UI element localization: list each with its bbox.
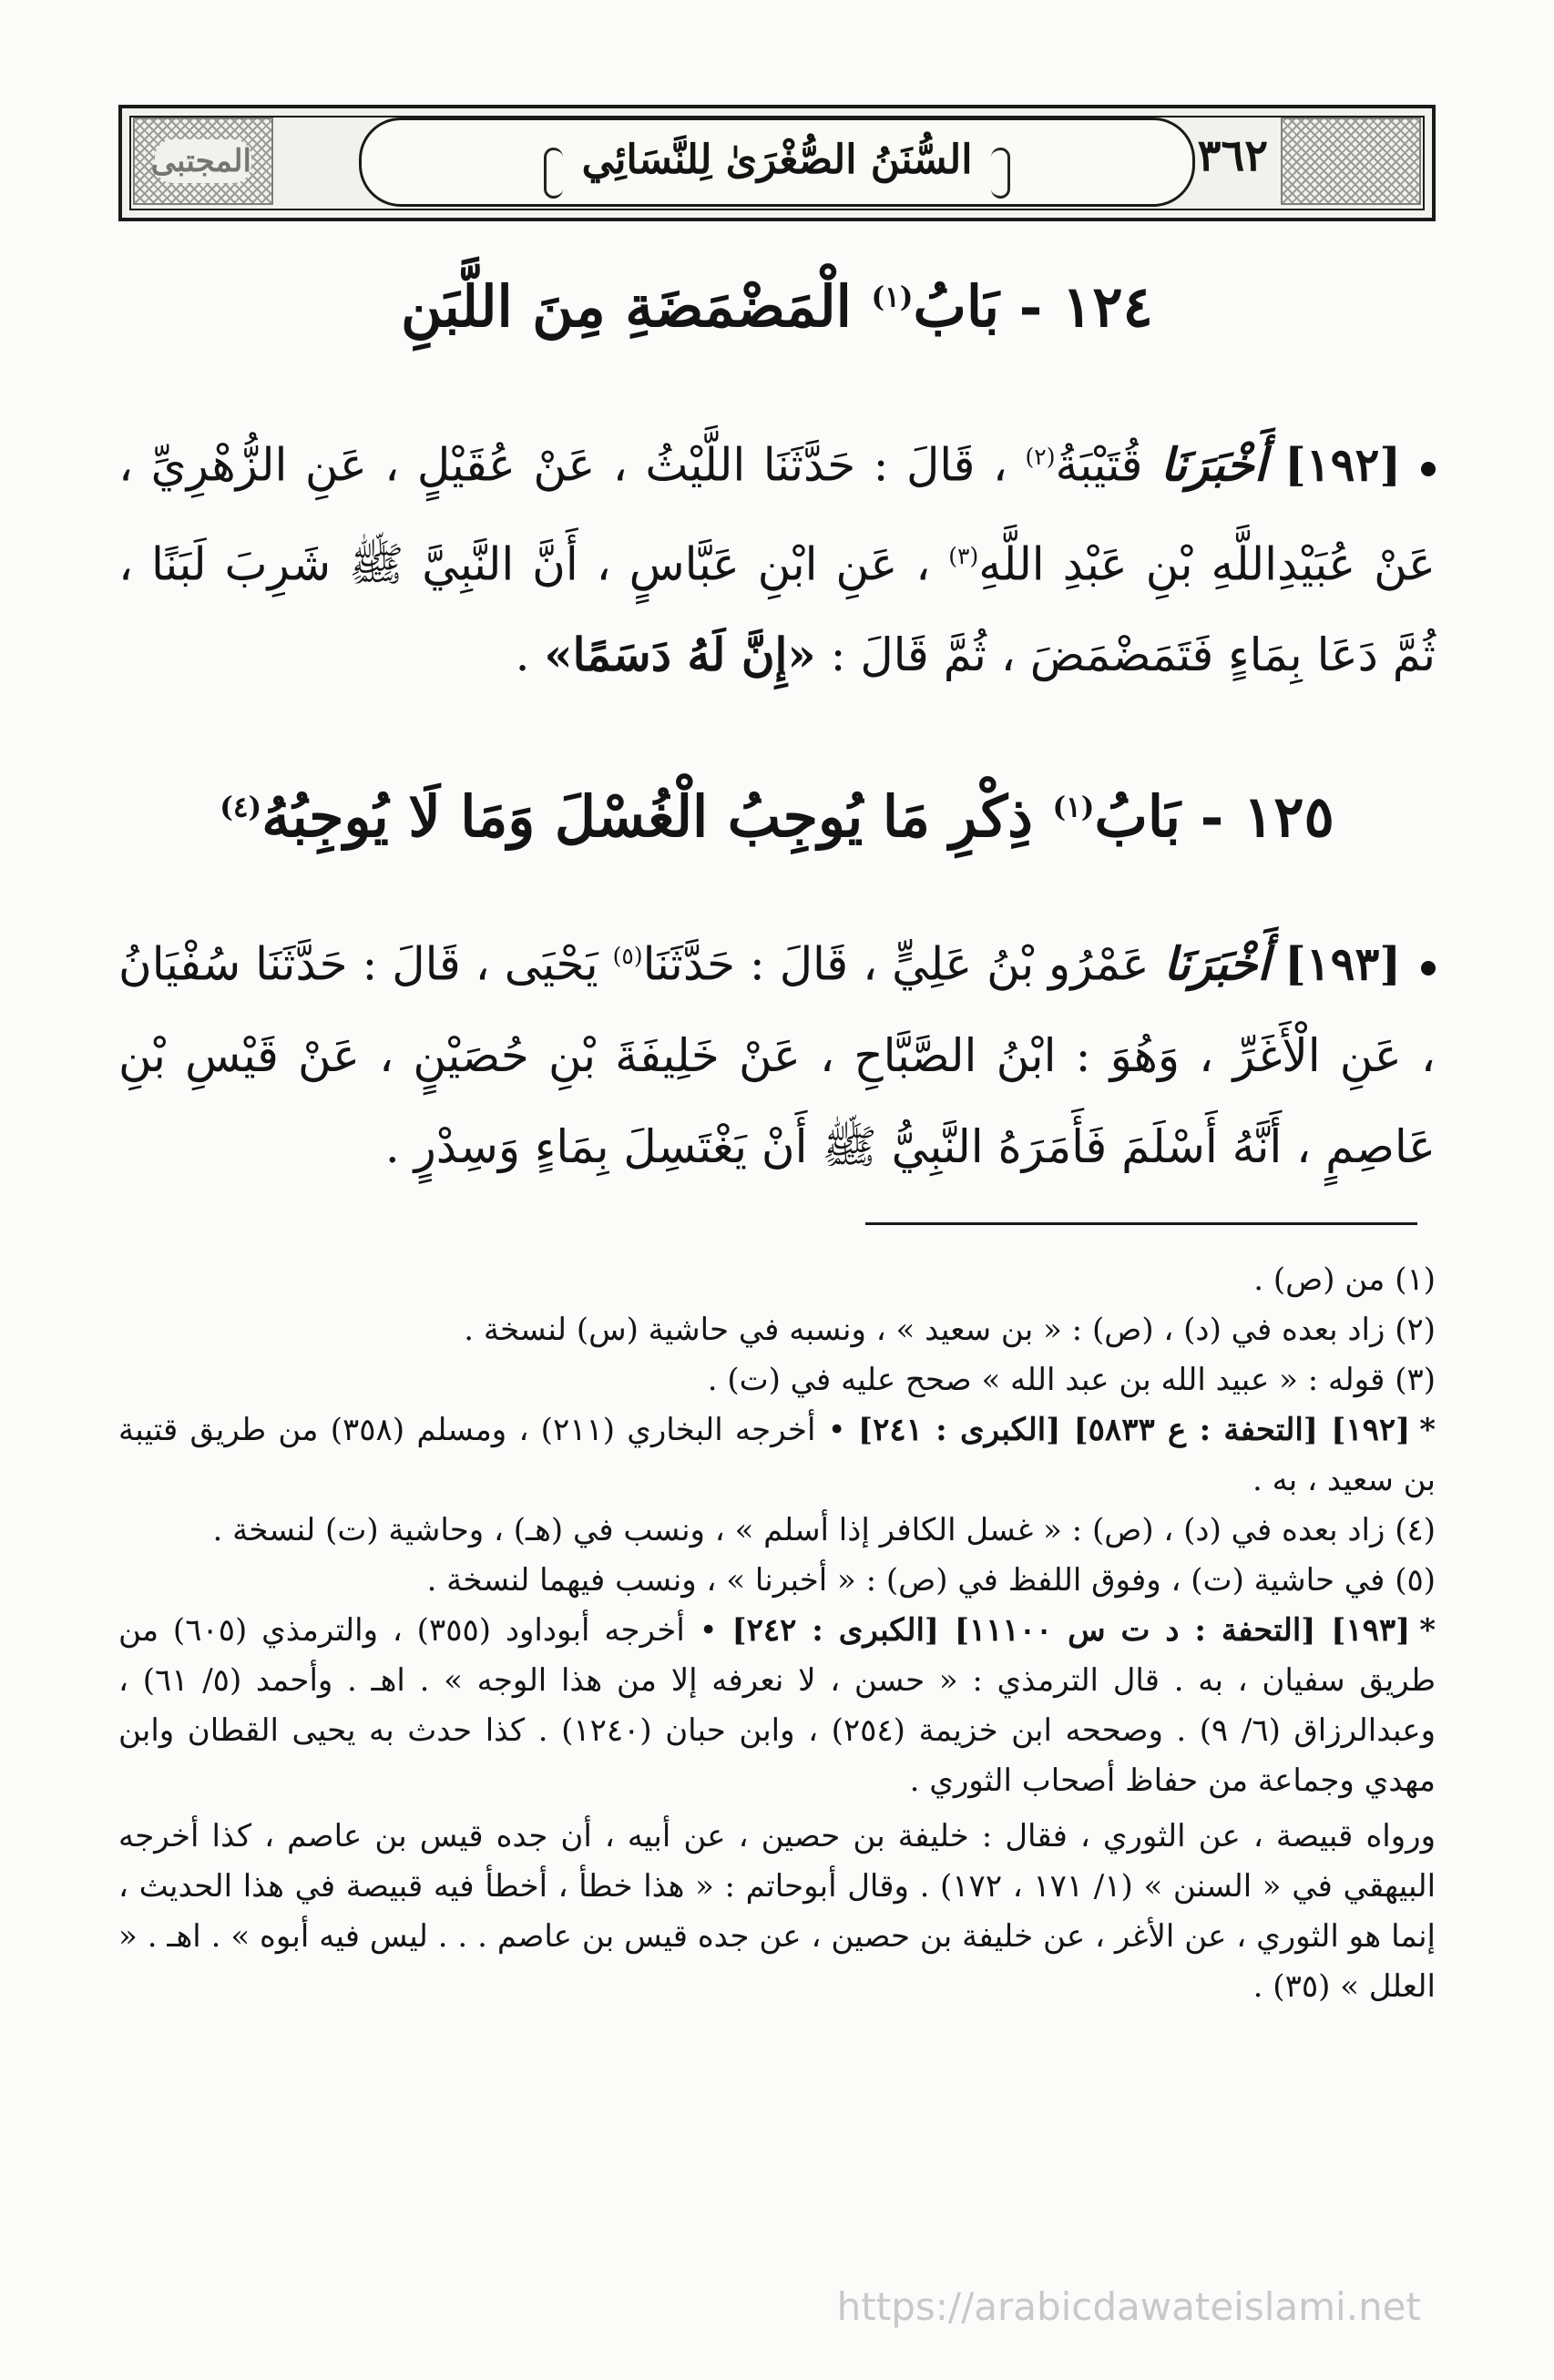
akhbarana: أَخْبَرَنَا [1163, 936, 1271, 991]
footnote-marker: (٣) [948, 542, 979, 569]
chapter-word: بَابُ [1094, 783, 1181, 850]
footnote-3: (٣) قوله : « عبيد الله بن عبد الله » صحح عليه في (ت) . [707, 1362, 1436, 1398]
hadith-192 [118, 412, 1436, 700]
takhrij-193-continued: ورواه قبيصة ، عن الثوري ، فقال : خليفة بن حصين ، عن أبيه ، أن جده قيس بن عاصم ، كذا أخرجه البيهقي في « السنن » (١/ ١٧١ ، ١٧٢) . وقال أبوحاتم : « هذا خطأ ، أخطأ فيه قبيصة في هذا الحديث ، إنما هو الثوري ، عن الأغر ، عن خليفة بن حصين ، عن جده قيس بن عاصم . . . ليس فيه أبوه » . اهـ . « العلل » (٣٥) . [118, 1818, 1436, 2005]
takhrij-text: • أخرجه أبوداود (٣٥٥) ، والترمذي (٦٠٥) من طريق سفيان ، به . قال الترمذي : « حسن ، لا نعرفه إلا من هذا الوجه » . اهـ . وأحمد (٥/ ٦١) ، وعبدالرزاق (٦/ ٩) . وصححه ابن خزيمة (٢٥٤) ، وابن حبان (١٢٤٠) . كذا حدث به يحيى القطان وابن مهدي وجماعة من حفاظ أصحاب الثوري . [118, 1612, 1436, 1799]
bullet-icon [1421, 462, 1436, 476]
footnote-separator [865, 1222, 1417, 1225]
page-number: ٣٦٢ [1197, 130, 1268, 181]
isnad-part-2: يَحْيَى ، قَالَ : حَدَّثَنَا سُفْيَانُ ، عَنِ الْأَغَرِّ ، وَهُوَ : ابْنُ الصَّبَّاحِ ، عَنْ خَلِيفَةَ بْنِ حُصَيْنٍ ، عَنْ قَيْسِ بْنِ عَاصِمٍ ، أَنَّهُ أَسْلَمَ فَأَمَرَهُ النَّبِيُّ ﷺ أَنْ يَغْتَسِلَ بِمَاءٍ وَسِدْرٍ . [118, 937, 1436, 1173]
takhrij-192 [118, 1405, 1436, 1506]
chapter-title: الْمَضْمَضَةِ مِنَ اللَّبَنِ [401, 273, 852, 340]
title-cartouche [359, 117, 1195, 207]
hadith-quote: «إِنَّ لَهُ دَسَمًا» [544, 628, 816, 682]
chapter-124-heading [118, 273, 1436, 341]
isnad-part-2: ، عَنِ ابْنِ عَبَّاسٍ ، أَنَّ النَّبِيَّ ﷺ شَرِبَ لَبَنًا ، ثُمَّ دَعَا بِمَاءٍ فَتَمَضْمَضَ ، ثُمَّ قَالَ : [118, 537, 1436, 682]
left-ornament [133, 117, 273, 205]
footnote-marker: (٢) [1025, 444, 1056, 470]
asterisk-icon: * [1419, 1412, 1436, 1448]
isnad-part-1: ، قَالَ : حَدَّثَنَا اللَّيْثُ ، عَنْ عُقَيْلٍ ، عَنِ الزُّهْرِيِّ ، عَنْ عُبَيْدِاللَّهِ بْنِ عَبْدِ اللَّهِ [118, 438, 1436, 591]
takhrij-text: • أخرجه البخاري (٢١١) ، ومسلم (٣٥٨) من طريق قتيبة بن سعيد ، به . [118, 1412, 1436, 1498]
hadith-number: [١٩٢] [1284, 437, 1401, 492]
chapter-number: ١٢٥ - [1200, 783, 1334, 850]
footnote-marker: (٤) [220, 791, 262, 824]
footnote-5: (٥) في حاشية (ت) ، وفوق اللفظ في (ص) : « أخبرنا » ، ونسب فيهما لنسخة . [426, 1562, 1436, 1599]
watermark-url: https://arabicdawateislami.net [836, 2284, 1421, 2329]
footnotes-block [118, 1255, 1436, 2012]
takhrij-ref: [١٩٣] [التحفة : د ت س ١١١٠٠] [الكبرى : ٢٤٢] [731, 1612, 1411, 1649]
hadith-number: [١٩٣] [1284, 936, 1401, 991]
footnote-4: (٤) زاد بعده في (د) ، (ص) : « غسل الكافر إذا أسلم » ، ونسب في (هـ) ، وحاشية (ت) لنسخة . [212, 1512, 1436, 1548]
narrator-name: قُتَيْبَةُ [1055, 438, 1143, 492]
hadith-193 [118, 911, 1436, 1192]
footnote-2: (٢) زاد بعده في (د) ، (ص) : « بن سعيد » ، ونسبه في حاشية (س) لنسخة . [464, 1312, 1436, 1348]
takhrij-ref: [١٩٢] [التحفة : ع ٥٨٣٣] [الكبرى : ٢٤١] [857, 1412, 1411, 1448]
footnote-1: (١) من (ص) . [1253, 1262, 1436, 1298]
footnote-marker: (١) [1052, 791, 1095, 824]
full-stop: . [515, 628, 530, 682]
ornament-label: المجتبى [155, 139, 251, 183]
chapter-word: بَابُ [913, 273, 999, 340]
chapter-number: ١٢٤ - [1018, 273, 1153, 340]
akhbarana: أَخْبَرَنَا [1160, 437, 1267, 492]
bullet-icon [1421, 961, 1436, 975]
isnad-part-1: عَمْرُو بْنُ عَلِيٍّ ، قَالَ : حَدَّثَنَا [642, 937, 1150, 991]
page-header [118, 105, 1436, 221]
footnote-marker: (١) [871, 281, 914, 314]
takhrij-193 [118, 1606, 1436, 1806]
footnote-marker: (٥) [612, 943, 643, 969]
right-ornament [1281, 117, 1421, 205]
asterisk-icon: * [1419, 1612, 1436, 1649]
running-title: السُّنَنُ الصُّغْرَىٰ لِلنَّسَائِي [581, 137, 973, 183]
chapter-125-heading [118, 783, 1436, 851]
chapter-title: ذِكْرِ مَا يُوجِبُ الْغُسْلَ وَمَا لَا يُوجِبُهُ [261, 783, 1033, 850]
